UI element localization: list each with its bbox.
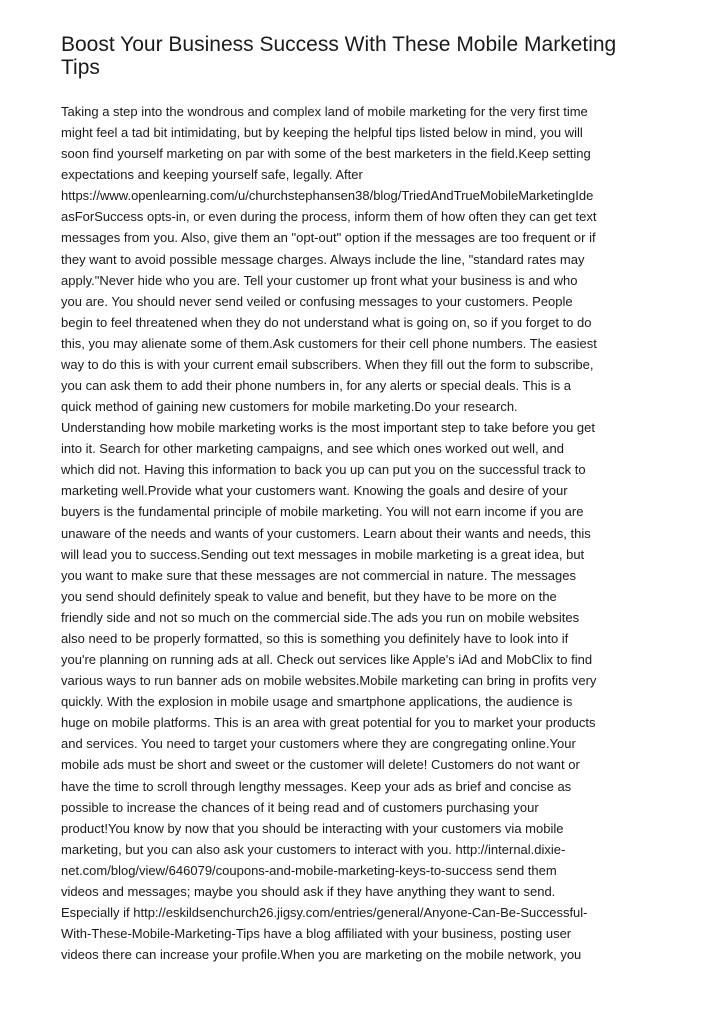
- title-line: Tips: [61, 56, 100, 79]
- body-line: quick method of gaining new customers for mobile marketing.Do your research.: [61, 399, 518, 415]
- body-line: Taking a step into the wondrous and complex land of mobile marketing for the very first time: [61, 104, 588, 119]
- body-line: mobile ads must be short and sweet or the customer will delete! Customers do not want or: [61, 757, 580, 773]
- body-line: which did not. Having this information to back you up can put you on the successful track to: [61, 462, 586, 478]
- body-line: might feel a tad bit intimidating, but by keeping the helpful tips listed below in mind, you will: [61, 125, 583, 141]
- document-title: [61, 33, 671, 79]
- body-line: buyers is the fundamental principle of mobile marketing. You will not earn income if you are: [61, 504, 584, 520]
- body-line: also need to be properly formatted, so this is something you definitely have to look into if: [61, 630, 569, 646]
- body-line: apply."Never hide who you are. Tell your customer up front what your business is and who: [61, 272, 578, 288]
- body-line: and services. You need to target your customers where they are congregating online.Your: [61, 736, 576, 752]
- body-line: asForSuccess opts-in, or even during the process, inform them of how often they can get text: [61, 209, 597, 225]
- body-line: way to do this is with your current email subscribers. When they fill out the form to subscribe,: [61, 356, 594, 372]
- body-line: you are. You should never send veiled or confusing messages to your customers. People: [61, 293, 573, 309]
- body-line: they want to avoid possible message charges. Always include the line, "standard rates may: [61, 251, 585, 267]
- body-line: you can ask them to add their phone numbers in, for any alerts or special deals. This is a: [61, 378, 571, 394]
- body-line: marketing well.Provide what your customers want. Knowing the goals and desire of your: [61, 483, 568, 499]
- body-line: into it. Search for other marketing campaigns, and see which ones worked out well, and: [61, 441, 564, 457]
- body-line: quickly. With the explosion in mobile usage and smartphone applications, the audience is: [61, 694, 573, 710]
- body-line: Understanding how mobile marketing works is the most important step to take before you get: [61, 420, 595, 436]
- body-line: will lead you to success.Sending out text messages in mobile marketing is a great idea, but: [61, 546, 585, 562]
- body-line: https://www.openlearning.com/u/churchstephansen38/blog/TriedAndTrueMobileMarketingIde: [61, 188, 594, 204]
- document-body: [61, 101, 671, 965]
- body-line: net.com/blog/view/646079/coupons-and-mobile-marketing-keys-to-success send them: [61, 862, 557, 878]
- body-line: unaware of the needs and wants of your customers. Learn about their wants and needs, this: [61, 525, 591, 541]
- body-line: huge on mobile platforms. This is an area with great potential for you to market your products: [61, 715, 596, 731]
- body-line: possible to increase the chances of it being read and of customers purchasing your: [61, 799, 539, 815]
- body-line: this, you may alienate some of them.Ask customers for their cell phone numbers. The easiest: [61, 335, 597, 351]
- body-line: begin to feel threatened when they do not understand what is going on, so if you forget to do: [61, 314, 592, 330]
- body-line: With-These-Mobile-Marketing-Tips have a blog affiliated with your business, posting user: [61, 926, 572, 942]
- body-line: messages from you. Also, give them an "opt-out" option if the messages are too frequent or if: [61, 230, 596, 246]
- body-line: have the time to scroll through lengthy messages. Keep your ads as brief and concise as: [61, 778, 572, 794]
- body-line: videos there can increase your profile.When you are marketing on the mobile network, you: [61, 947, 582, 963]
- body-line: you're planning on running ads at all. Check out services like Apple's iAd and MobClix to find: [61, 652, 593, 668]
- body-line: product!You know by now that you should be interacting with your customers via mobile: [61, 820, 564, 836]
- body-line: you want to make sure that these messages are not commercial in nature. The messages: [61, 567, 576, 583]
- body-line: friendly side and not so much on the commercial side.The ads you run on mobile websites: [61, 609, 580, 625]
- body-line: marketing, but you can also ask your customers to interact with you. http://internal.dixie-: [61, 841, 566, 857]
- body-line: various ways to run banner ads on mobile websites.Mobile marketing can bring in profits very: [61, 673, 597, 689]
- title-line: Boost Your Business Success With These Mobile Marketing: [61, 33, 617, 56]
- body-line: expectations and keeping yourself safe, legally. After: [61, 167, 363, 183]
- body-line: you send should definitely speak to value and benefit, but they have to be more on the: [61, 588, 557, 604]
- body-line: videos and messages; maybe you should ask if they have anything they want to send.: [61, 883, 556, 899]
- body-line: soon find yourself marketing on par with some of the best marketers in the field.Keep setting: [61, 146, 591, 162]
- body-line: Especially if http://eskildsenchurch26.jigsy.com/entries/general/Anyone-Can-Be-Successful-: [61, 904, 588, 920]
